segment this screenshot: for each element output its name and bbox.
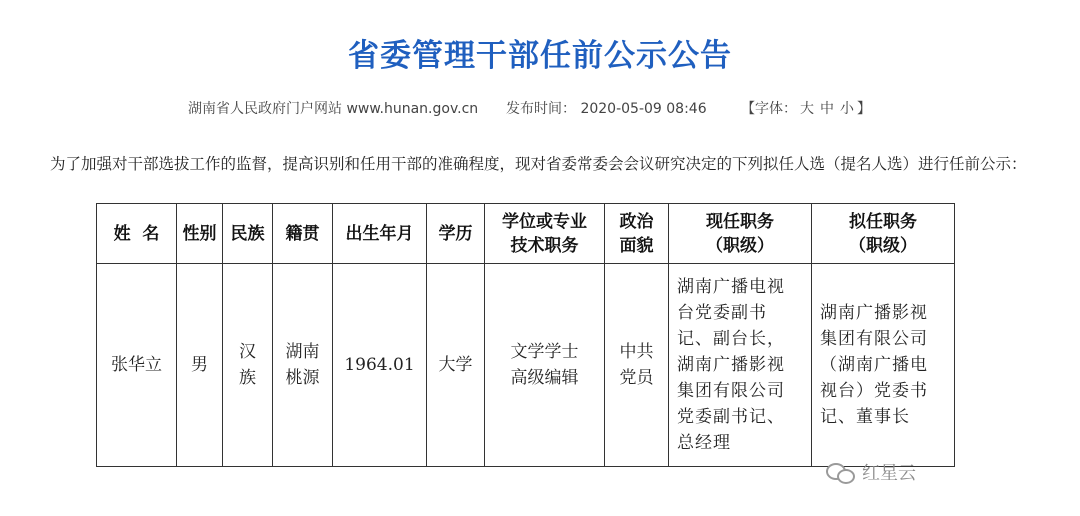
font-size-medium-button[interactable]: 中 xyxy=(820,101,834,117)
header-name: 姓 名 xyxy=(97,204,177,264)
header-degree: 学位或专业 技术职务 xyxy=(485,204,605,264)
cell-birth-date: 1964.01 xyxy=(333,264,427,467)
header-education: 学历 xyxy=(427,204,485,264)
header-current-position: 现任职务 （职级） xyxy=(669,204,812,264)
header-birth-date: 出生年月 xyxy=(333,204,427,264)
table-row xyxy=(97,264,955,467)
cell-education: 大学 xyxy=(427,264,485,467)
header-proposed-position: 拟任职务 （职级） xyxy=(812,204,955,264)
cell-current-position: 湖南广播电视 台党委副书 记、副台长， 湖南广播影视 集团有限公司 党委副书记、 总经理 xyxy=(669,264,812,467)
cell-degree: 文学学士 高级编辑 xyxy=(485,264,605,467)
intro-paragraph: 为了加强对干部选拔工作的监督，提高识别和任用干部的准确程度，现对省委常委会会议研究决定的下列拟任人选（提名人选）进行任前公示： xyxy=(50,155,1027,173)
header-ethnicity: 民族 xyxy=(223,204,273,264)
table-header-row xyxy=(97,204,955,264)
page-title: 省委管理干部任前公示公告 xyxy=(348,38,732,74)
header-gender: 性别 xyxy=(177,204,223,264)
font-size-small-button[interactable]: 小 xyxy=(840,101,854,117)
cell-gender: 男 xyxy=(177,264,223,467)
publish-time: 发布时间： 2020-05-09 08:46 xyxy=(506,101,707,117)
article-source: 湖南省人民政府门户网站 www.hunan.gov.cn xyxy=(188,101,479,117)
cell-political-status: 中共 党员 xyxy=(605,264,669,467)
watermark-text: 红星云 xyxy=(862,463,916,484)
cell-ethnicity: 汉 族 xyxy=(223,264,273,467)
cell-name: 张华立 xyxy=(97,264,177,467)
cell-proposed-position: 湖南广播影视 集团有限公司 （湖南广播电 视台）党委书 记、董事长 xyxy=(812,264,955,467)
font-size-control: 【字体： 大 中 小 】 xyxy=(741,101,871,117)
header-political-status: 政治 面貌 xyxy=(605,204,669,264)
cell-native-place: 湖南 桃源 xyxy=(273,264,333,467)
wechat-icon xyxy=(826,461,856,483)
font-size-large-button[interactable]: 大 xyxy=(800,101,814,117)
watermark xyxy=(826,459,916,485)
candidate-table xyxy=(96,203,955,467)
header-native-place: 籍贯 xyxy=(273,204,333,264)
